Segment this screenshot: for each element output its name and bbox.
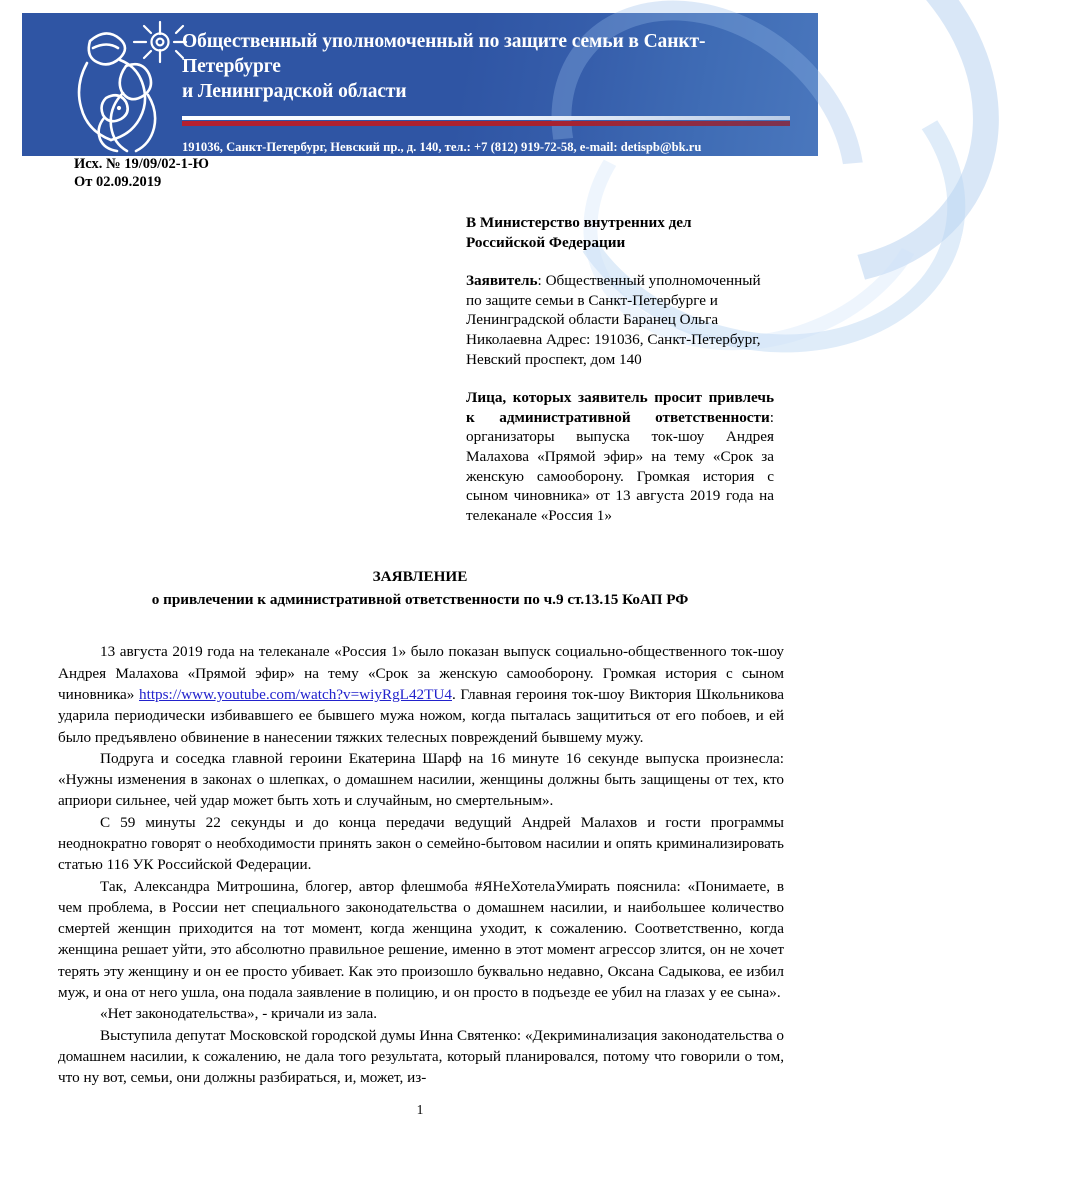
page-subtitle: о привлечении к административной ответственности по ч.9 ст.13.15 КоАП РФ [151, 591, 689, 609]
divider-band-white [182, 116, 790, 120]
applicant-label: Заявитель [466, 272, 538, 290]
contact-address-phone-email: 191036, Санкт-Петербург, Невский пр., д. 140, тел.: +7 (812) 919-72-58, e-mail: detispb@bk.ru [182, 140, 702, 154]
letterhead-text-block [182, 29, 790, 177]
outgoing-date: От 02.09.2019 [74, 173, 162, 190]
paragraph-1-text-before-link: 13 августа 2019 года на телеканале «Россия 1» было показан выпуск социально-общественного ток-шоу Андрея Малахова «Прямой эфир» на тему «Срок за женскую самооборону. Громкая история с сыном чиновника» [58, 643, 784, 703]
respondent-label-line-1: Лица, которых заявитель просит привлечь [466, 389, 774, 407]
outgoing-number: Исх. № 19/09/02-1-Ю [74, 156, 210, 172]
paragraph-6: Выступила депутат Московской городской думы Инна Святенко: «Декриминализация законодательства о домашнем насилии, к сожалению, не дала того результата, который планировался, потому что говорили о том, что ну вот, семьи, они должны разбираться, и, может, из- [58, 1026, 784, 1087]
respondent-block [466, 388, 774, 525]
organization-title-line-1: Общественный уполномоченный по защите семьи в Санкт-Петербурге [182, 31, 706, 77]
addressee-block [466, 213, 774, 525]
applicant-separator: : [537, 272, 546, 290]
reference-block [74, 156, 840, 191]
recipient-line-2: Российской Федерации [466, 233, 626, 251]
recipient-authority [466, 213, 774, 252]
contact-website: официальный сайт: дети-петербург.рф [182, 160, 403, 174]
applicant-block [466, 271, 774, 369]
document-text [58, 641, 784, 1088]
paragraph-5: «Нет законодательства», - кричали из зала. [100, 1005, 378, 1023]
organization-title-line-2: и Ленинградской области [182, 81, 407, 102]
paragraph-2: Подруга и соседка главной героини Екатерина Шарф на 16 минуте 16 секунде выпуска произнесла: «Нужны изменения в законах о шлепках, о домашнем насилии, женщины должны быть защищены от тех, кто априори сильнее, чей удар может быть хоть и случайным, но смертельным». [58, 749, 784, 810]
paragraph-3: С 59 минуты 22 секунды и до конца передачи ведущий Андрей Малахов и гости программы неоднократно говорят о необходимости принять закон о семейно-бытовом насилии и опять криминализировать статью 116 УК Российской Федерации. [58, 813, 784, 874]
youtube-broadcast-link[interactable]: https://www.youtube.com/watch?v=wiyRgL42TU4 [139, 685, 452, 703]
paragraph-4: Так, Александра Митрошина, блогер, автор флешмоба #ЯНеХотелаУмирать пояснила: «Понимаете, в чем проблема, в России нет специального законодательства о домашнем насилии, и наибольшее количество смертей женщин приходится на тот момент, когда женщина уходит, к сожалению. Соответственно, когда женщина решает уйти, это абсолютно правильное решение, именно в этот момент агрессор злится, он не хочет терять эту женщину и он ее просто убивает. Как это произошло буквально недавно, Оксана Садыкова, ее избил муж, и она от него ушла, она подала заявление в полицию, и он просто в подъезде ее убил на глазах у ее сына». [58, 877, 784, 1002]
respondent-separator: : [769, 408, 774, 426]
recipient-line-1: В Министерство внутренних дел [466, 214, 692, 231]
page-title: ЗАЯВЛЕНИЕ [372, 568, 468, 586]
paragraph-1-text-after-link: . Главная героиня ток-шоу Виктория Школьникова ударила периодически избивавшего ее бывшего мужа ножом, когда пыталась защититься от его побоев, и ей было предъявлено обвинение в нанесении тяжких телесных повреждений бывшему мужу. [58, 685, 784, 746]
family-with-star-logo-icon [60, 19, 190, 151]
organization-title [182, 29, 790, 104]
document-title-block [0, 565, 840, 611]
applicant-details: Общественный уполномоченный по защите семьи в Санкт-Петербурге и Ленинградской области Баранец Ольга Николаевна Адрес: 191036, Санкт-Петербург, Невский проспект, дом 140 [466, 272, 761, 368]
paragraph-1 [58, 641, 784, 747]
tricolor-divider [182, 116, 790, 126]
respondent-details: организаторы выпуска ток-шоу Андрея Малахова «Прямой эфир» на тему «Срок за женскую самооборону. Громкая история с сыном чиновника» от 13 августа 2019 года на телеканале «Россия 1» [466, 428, 774, 524]
page-number: 1 [416, 1102, 424, 1117]
document-body [0, 156, 840, 1089]
divider-band-red [182, 121, 790, 126]
respondent-label-line-2: к административной ответственности [466, 408, 770, 426]
